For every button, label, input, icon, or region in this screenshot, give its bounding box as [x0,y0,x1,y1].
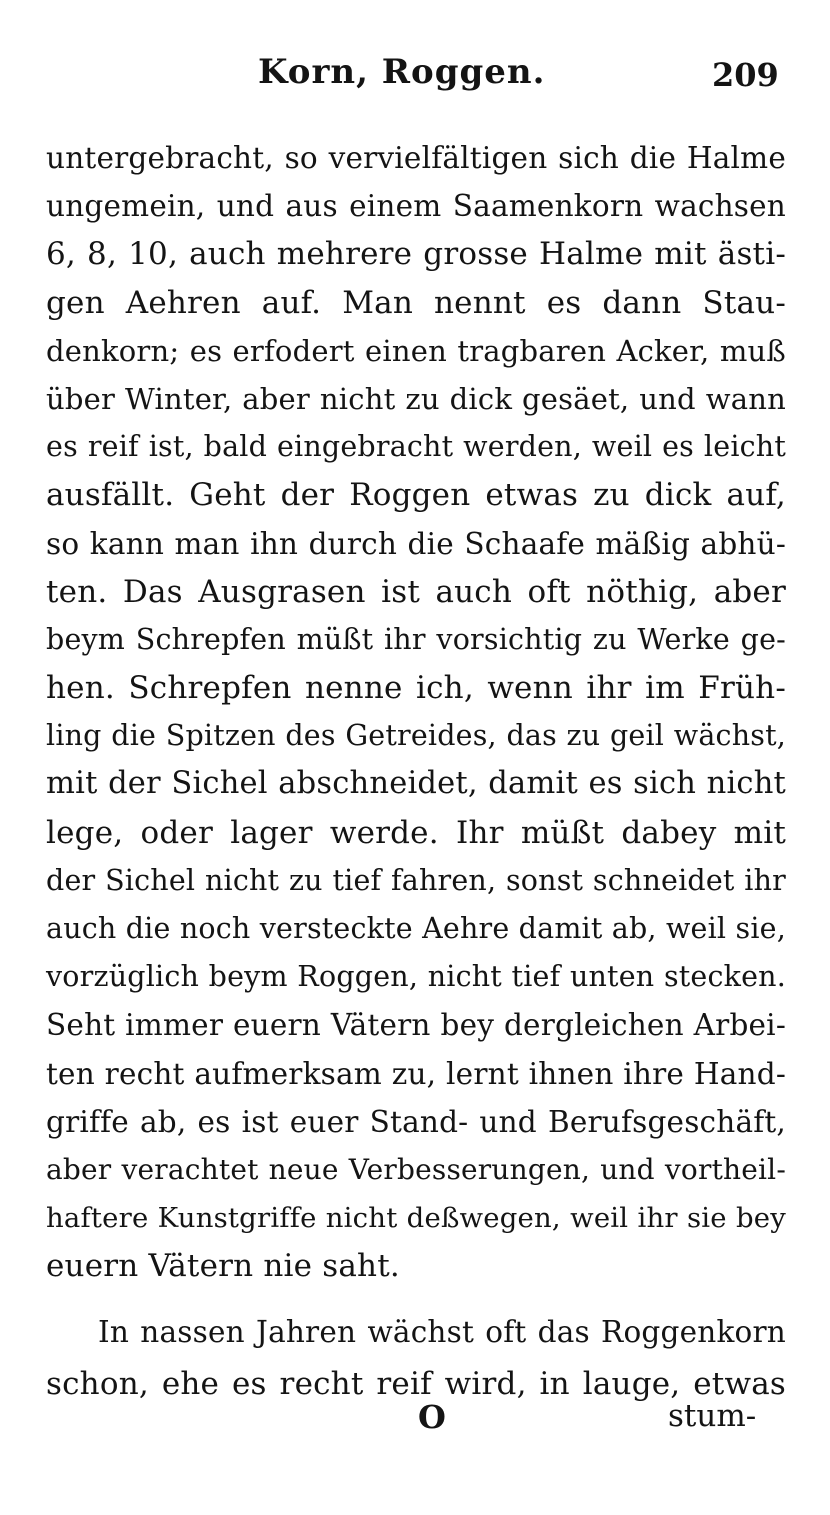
text-line: hen. Schrepfen nenne ich, wenn ihr im Früh- [46,670,786,707]
page-number: 209 [712,56,779,94]
text-line: so kann man ihn durch die Schaafe mäßig abhü- [46,526,786,561]
signature-mark: O [418,1398,446,1436]
text-line: griffe ab, es ist euer Stand- und Berufsgeschäft, [46,1104,786,1139]
text-line: auch die noch versteckte Aehre damit ab, weil sie, [46,912,786,945]
text-line: beym Schrepfen müßt ihr vorsichtig zu Werke ge- [46,622,786,656]
text-line: lege, oder lager werde. Ihr müßt dabey mit [46,814,786,851]
text-line: ten. Das Ausgrasen ist auch oft nöthig, aber [46,573,786,610]
text-line: denkorn; es erfodert einen tragbaren Acker, muß [46,333,786,368]
text-line: 6, 8, 10, auch mehrere grosse Halme mit ästi- [46,236,786,273]
text-line: es reif ist, bald eingebracht werden, weil es leicht [46,430,786,464]
paragraph-1 [46,134,786,1291]
text-line: der Sichel nicht zu tief fahren, sonst schneidet ihr [46,863,786,897]
text-line: In nassen Jahren wächst oft das Roggenkorn [98,1315,786,1349]
text-line: mit der Sichel abschneidet, damit es sich nicht [46,766,786,802]
text-line: vorzüglich beym Roggen, nicht tief unten stecken. [46,960,786,994]
text-line: Seht immer euern Vätern bey dergleichen Arbei- [46,1008,786,1043]
text-line: euern Vätern nie saht. [46,1248,400,1285]
text-line: gen Aehren auf. Man nennt es dann Stau- [46,284,786,321]
catchword: stum- [668,1398,757,1434]
text-line: über Winter, aber nicht zu dick gesäet, und wann [46,381,786,416]
text-line: untergebracht, so vervielfältigen sich die Halme [46,141,786,175]
paragraph-2 [46,1306,786,1410]
page-footer [0,1398,830,1458]
page-header [0,52,830,102]
running-title: Korn, Roggen. [258,52,546,92]
text-line: ling die Spitzen des Getreides, das zu geil wächst, [46,719,786,753]
text-line: ausfällt. Geht der Roggen etwas zu dick auf, [46,477,786,514]
text-line: haftere Kunstgriffe nicht deßwegen, weil ihr sie bey [46,1202,786,1235]
text-line: aber verachtet neue Verbesserungen, und vortheil- [46,1152,786,1186]
text-line: ten recht aufmerksam zu, lernt ihnen ihre Hand- [46,1056,786,1091]
text-line: schon, ehe es recht reif wird, in lauge, etwas [46,1366,786,1402]
text-line: ungemein, und aus einem Saamenkorn wachsen [46,189,786,224]
